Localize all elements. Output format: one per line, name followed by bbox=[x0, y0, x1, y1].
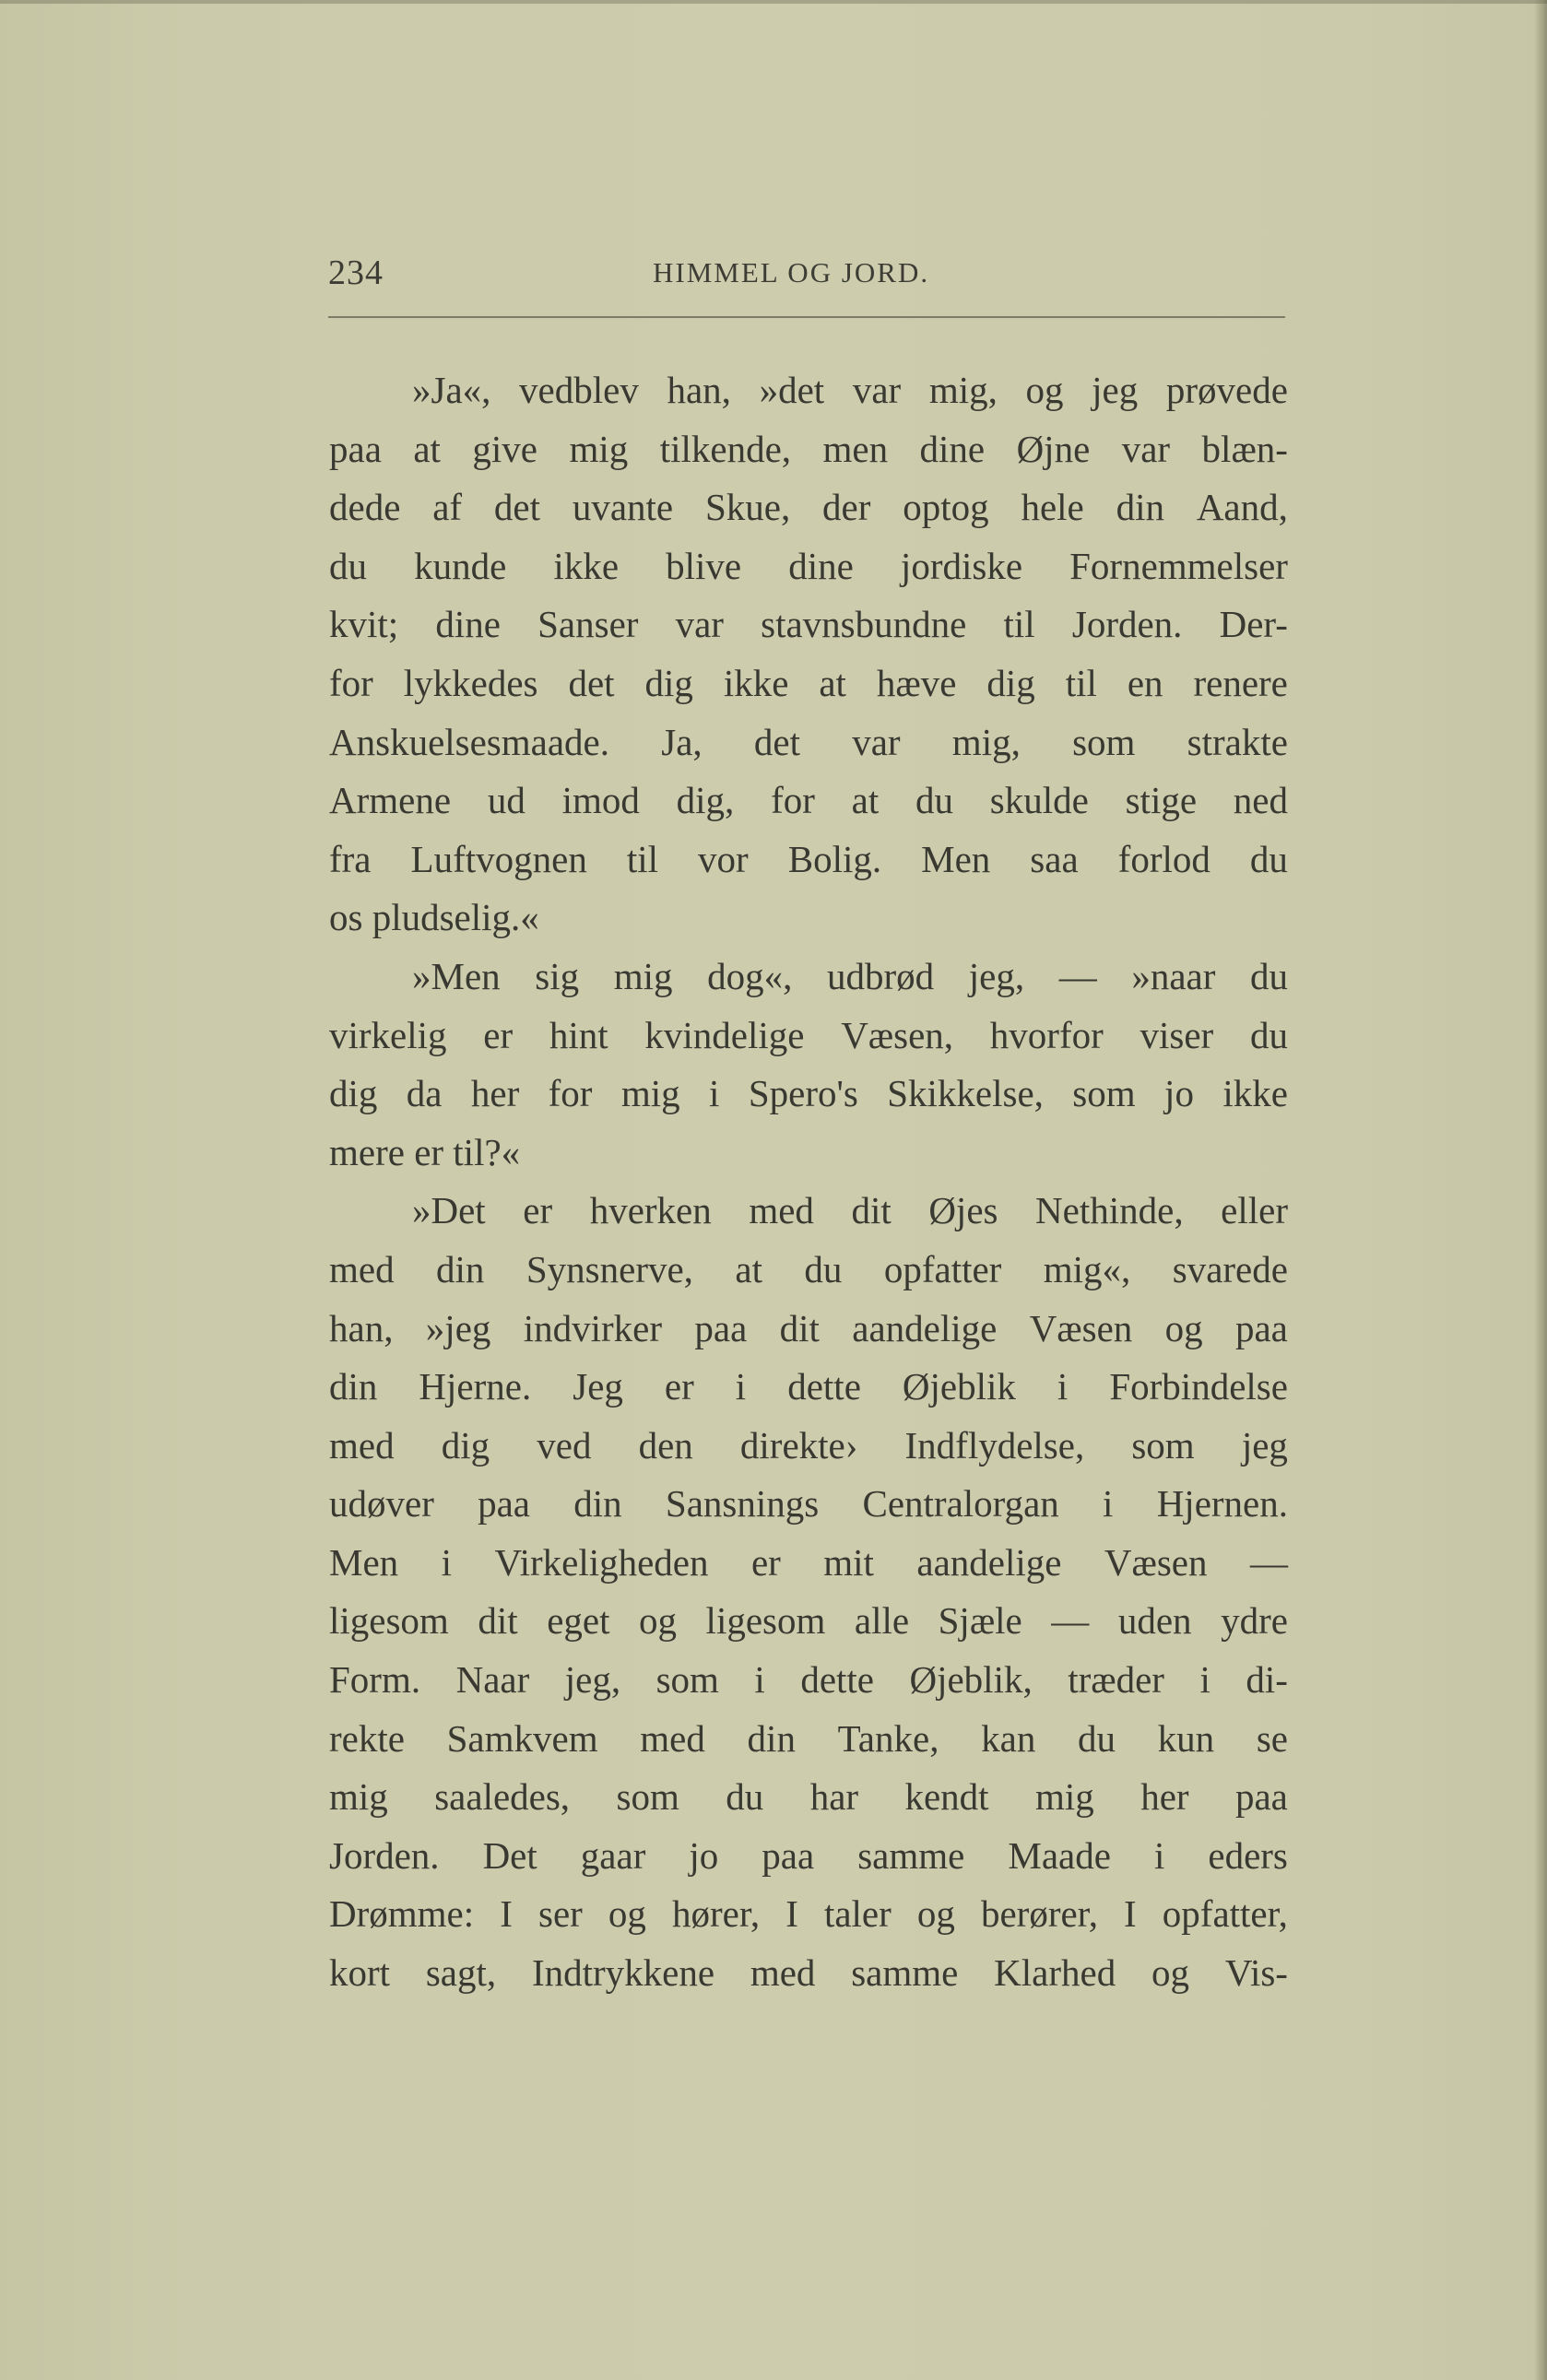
text-line: Anskuelsesmaade. Ja, det var mig, som strakte bbox=[329, 720, 1288, 763]
text-line: med dig ved den direkte› Indflydelse, som jeg bbox=[329, 1423, 1288, 1467]
text-line: for lykkedes det dig ikke at hæve dig til en renere bbox=[329, 661, 1288, 704]
page-header bbox=[328, 253, 1285, 299]
text-line: Drømme: I ser og hører, I taler og berører, I opfatter, bbox=[329, 1892, 1288, 1936]
text-line: Form. Naar jeg, som i dette Øjeblik, træder i di- bbox=[329, 1658, 1288, 1702]
text-line: ligesom dit eget og ligesom alle Sjæle — uden ydre bbox=[329, 1599, 1288, 1643]
text-line: mig saaledes, som du har kendt mig her paa bbox=[329, 1775, 1288, 1819]
text-line: udøver paa din Sansnings Centralorgan i Hjernen. bbox=[329, 1482, 1288, 1526]
page-number: 234 bbox=[328, 253, 384, 292]
text-line: din Hjerne. Jeg er i dette Øjeblik i Forbindelse bbox=[329, 1365, 1288, 1408]
text-line: mere er til?« bbox=[329, 1130, 521, 1173]
text-line: paa at give mig tilkende, men dine Øjne var blæn- bbox=[329, 427, 1288, 470]
text-line: med din Synsnerve, at du opfatter mig«, svarede bbox=[329, 1247, 1288, 1290]
text-line: dig da her for mig i Spero's Skikkelse, som jo ikke bbox=[329, 1072, 1288, 1115]
text-line: kort sagt, Indtrykkene med samme Klarhed og Vis- bbox=[329, 1951, 1288, 1995]
page-top-edge bbox=[0, 0, 1547, 4]
text-line: virkelig er hint kvindelige Væsen, hvorfor viser du bbox=[329, 1013, 1288, 1056]
body-text bbox=[329, 361, 1288, 2003]
text-line: »Men sig mig dog«, udbrød jeg, — »naar du bbox=[412, 954, 1288, 997]
text-line: rekte Samkvem med din Tanke, kan du kun se bbox=[329, 1716, 1288, 1760]
text-line: dede af det uvante Skue, der optog hele din Aand, bbox=[329, 486, 1288, 529]
text-line: du kunde ikke blive dine jordiske Fornemmelser bbox=[329, 544, 1288, 587]
text-line: Men i Virkeligheden er mit aandelige Væsen — bbox=[329, 1540, 1288, 1584]
text-line: os pludselig.« bbox=[329, 896, 539, 939]
text-line: »Ja«, vedblev han, »det var mig, og jeg prøvede bbox=[412, 369, 1288, 411]
text-line: Armene ud imod dig, for at du skulde stige ned bbox=[329, 779, 1288, 822]
running-head: HIMMEL OG JORD. bbox=[653, 256, 930, 289]
text-line: »Det er hverken med dit Øjes Nethinde, eller bbox=[412, 1189, 1288, 1232]
text-line: Jorden. Det gaar jo paa samme Maade i eders bbox=[329, 1833, 1288, 1877]
text-line: kvit; dine Sanser var stavnsbundne til Jorden. Der- bbox=[329, 603, 1288, 646]
page-right-edge bbox=[1534, 0, 1547, 2380]
header-rule bbox=[328, 316, 1285, 318]
text-line: fra Luftvognen til vor Bolig. Men saa forlod du bbox=[329, 837, 1288, 880]
text-line: han, »jeg indvirker paa dit aandelige Væsen og paa bbox=[329, 1306, 1288, 1349]
